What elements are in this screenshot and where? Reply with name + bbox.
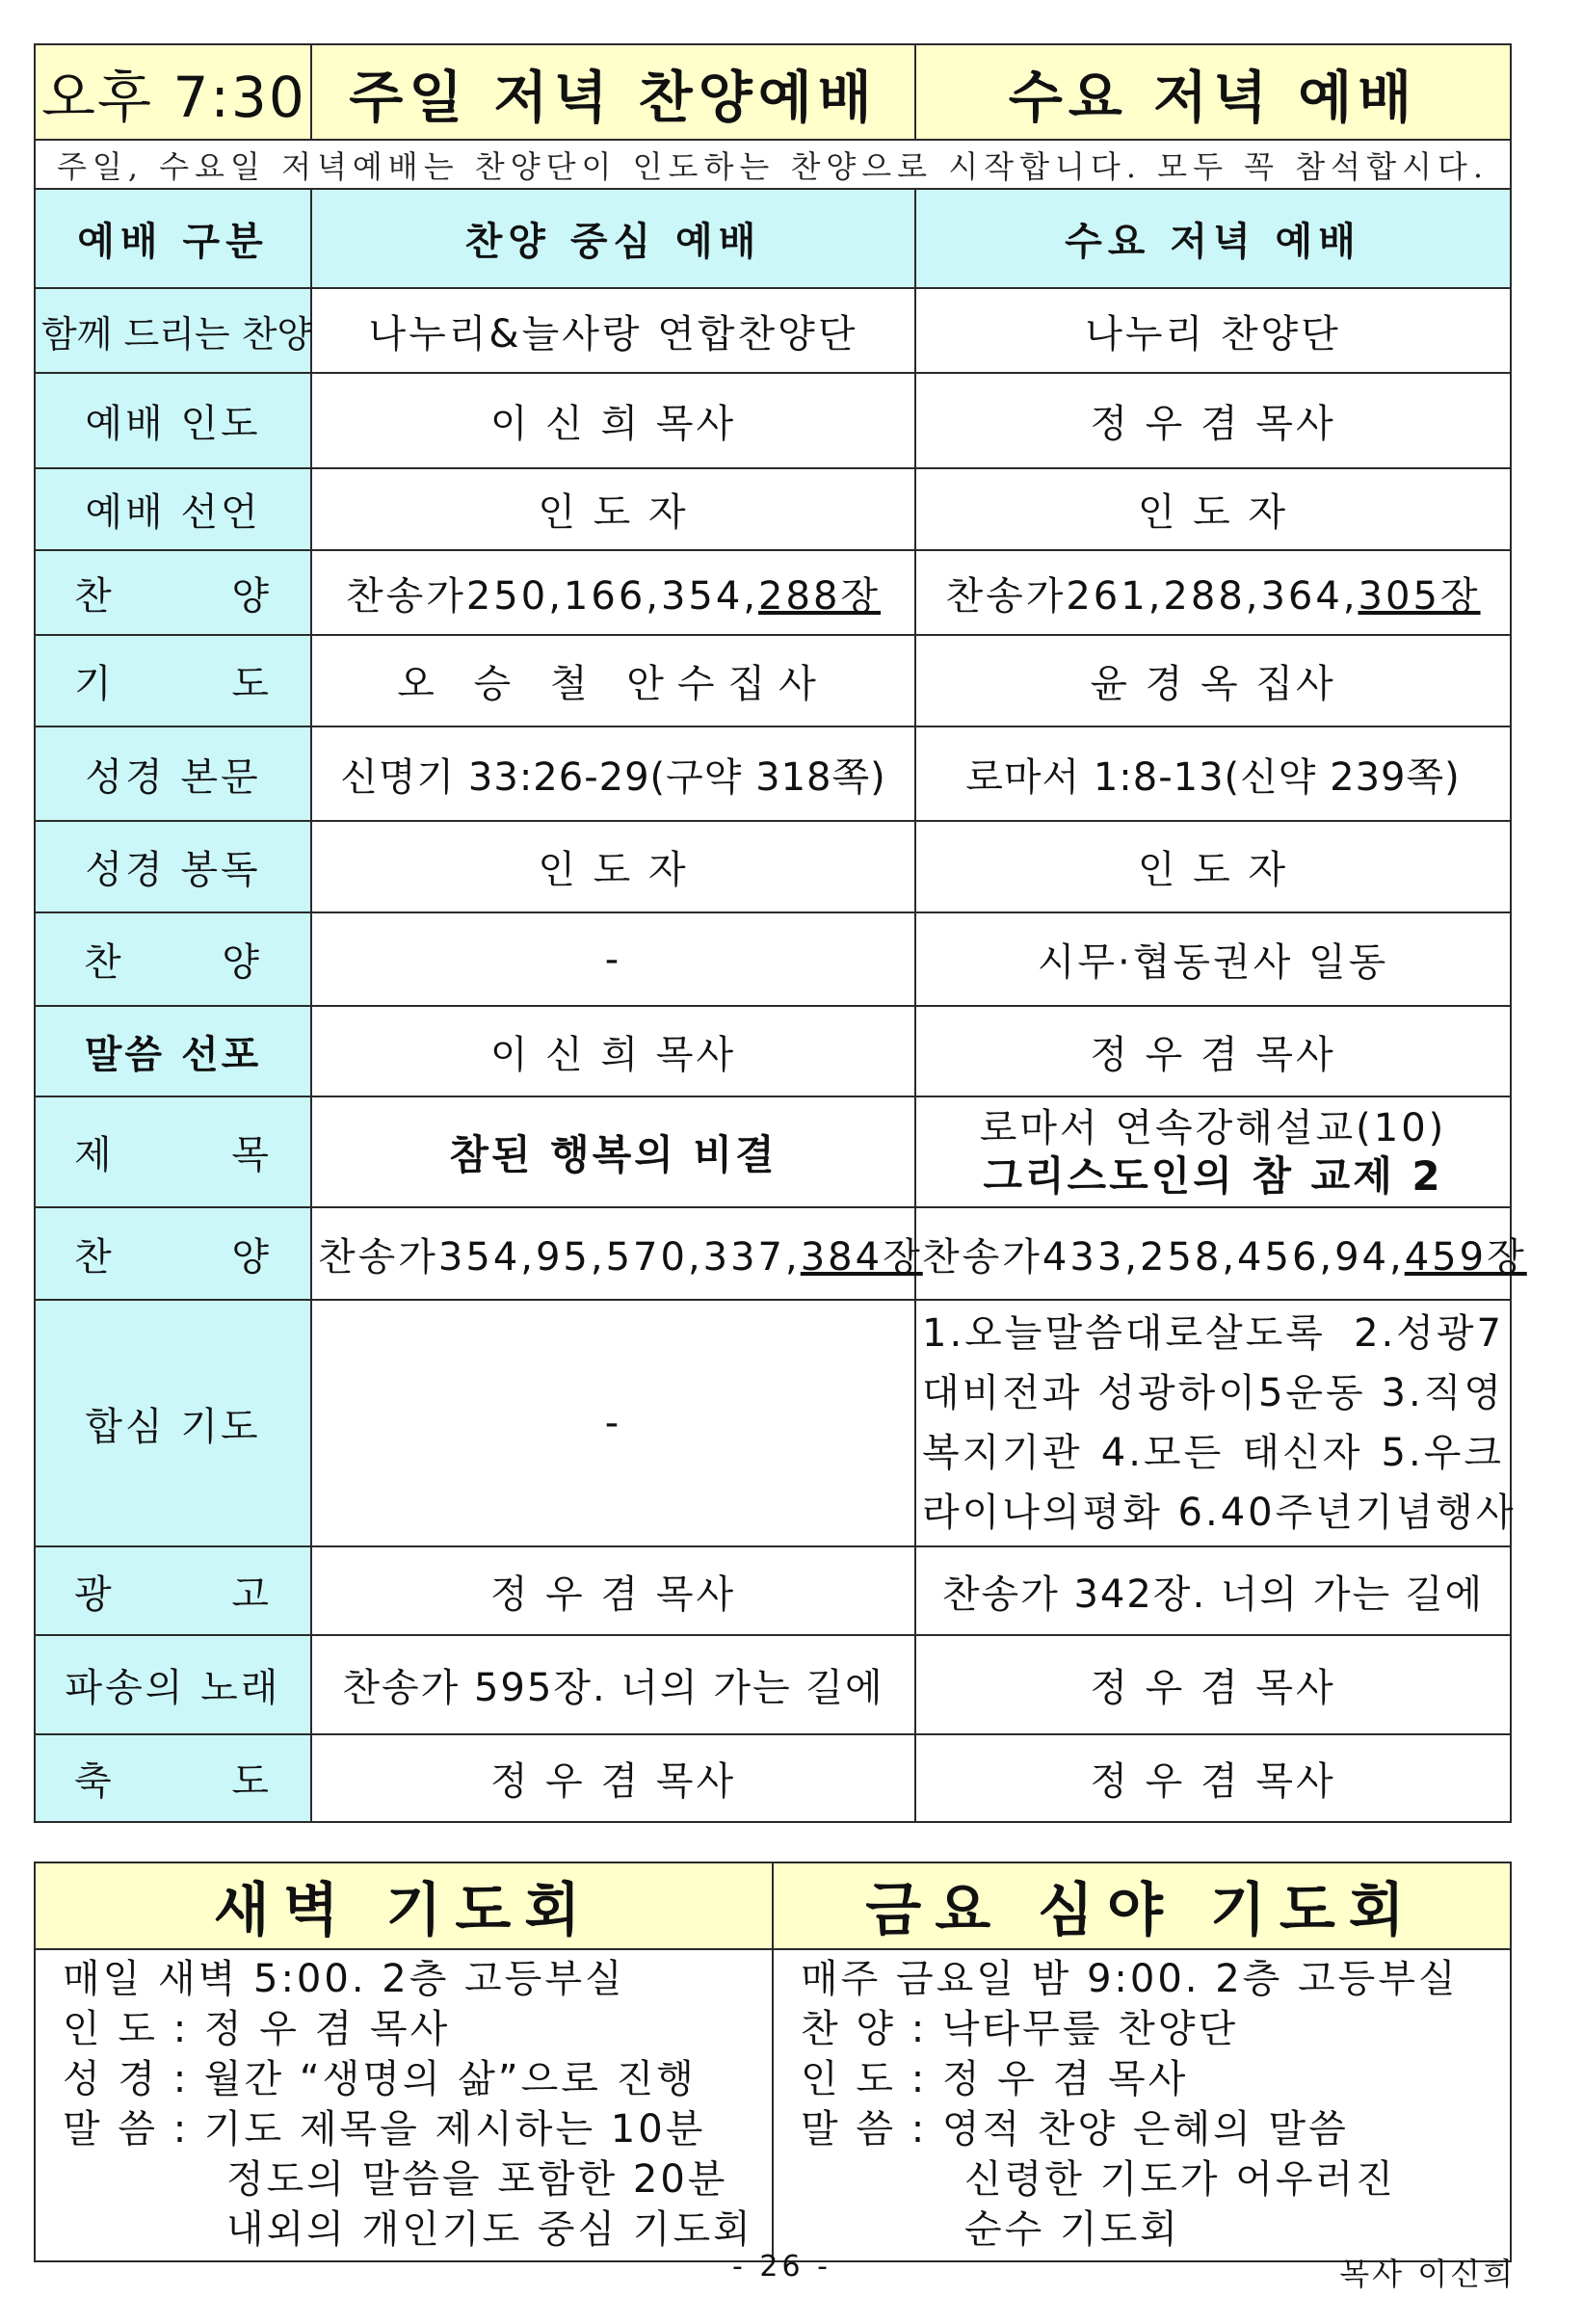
sunday-cell: 찬송가 595장. 너의 가는 길에: [311, 1635, 915, 1734]
table-row: [35, 635, 1511, 726]
row-label: 성경 봉독: [35, 821, 311, 912]
sunday-evening-title: 주일 저녁 찬양예배: [311, 44, 915, 140]
sunday-cell: 정 우 겸 목사: [311, 1546, 915, 1635]
last-hymn: 288장: [758, 573, 882, 619]
wednesday-cell: 인 도 자: [915, 821, 1511, 912]
sermon-title-wednesday: [915, 1096, 1511, 1207]
hymn-numbers: 찬송가250,166,354,: [345, 573, 759, 619]
row-label: 예배 인도: [35, 373, 311, 468]
prayer-topic-line: 1.오늘말씀대로살도록 2.성광7: [922, 1311, 1504, 1356]
table-row: [35, 821, 1511, 912]
hymn-numbers: 찬송가354,95,570,337,: [318, 1234, 801, 1280]
table-row: [35, 1096, 1511, 1207]
detail-line: 인 도 : 정 우 겸 목사: [63, 2007, 451, 2051]
row-label: 축 도: [35, 1734, 311, 1822]
prayer-meetings-table: [34, 1862, 1512, 2262]
dawn-prayer-details: [35, 1949, 773, 2261]
detail-line: 성 경 : 월간 “생명의 삶”으로 진행: [63, 2057, 697, 2101]
friday-prayer-details: [773, 1949, 1511, 2261]
last-hymn: 459장: [1404, 1234, 1527, 1280]
note-row: [35, 140, 1511, 189]
hymn-numbers: 찬송가261,288,364,: [945, 573, 1359, 619]
dawn-prayer-title: 새벽 기도회: [35, 1862, 773, 1949]
row-label: 말씀 선포: [35, 1006, 311, 1096]
detail-line: 말 씀 : 기도 제목을 제시하는 10분: [63, 2107, 706, 2152]
sermon-title: 그리스도인의 참 교제 2: [983, 1151, 1443, 1200]
service-time: 오후 7:30: [35, 44, 311, 140]
wednesday-cell: 찬송가 342장. 너의 가는 길에: [915, 1546, 1511, 1635]
sunday-cell: 인 도 자: [311, 468, 915, 550]
worship-schedule-table: [34, 43, 1527, 1823]
row-label: 찬 양: [35, 550, 311, 635]
detail-line: 인 도 : 정 우 겸 목사: [801, 2057, 1189, 2101]
prayer-topic-line: 라이나의평화 6.40주년기념행사: [922, 1491, 1517, 1535]
column-header-row: [35, 189, 1511, 288]
wednesday-cell: 나누리 찬양단: [915, 288, 1511, 373]
sunday-cell: 오 승 철 안수집사: [311, 635, 915, 726]
row-label: 제 목: [35, 1096, 311, 1207]
table-row: [35, 1635, 1511, 1734]
row-label: 찬 양: [35, 912, 311, 1006]
sunday-cell: 이 신 희 목사: [311, 1006, 915, 1096]
detail-line: 말 씀 : 영적 찬양 은혜의 말씀: [801, 2107, 1349, 2152]
last-hymn: 305장: [1358, 573, 1481, 619]
detail-line: 매주 금요일 밤 9:00. 2층 고등부실: [801, 1957, 1459, 2001]
sunday-column-header: 찬양 중심 예배: [311, 189, 915, 288]
row-label: 찬 양: [35, 1207, 311, 1300]
page-number: - 26 -: [732, 2250, 831, 2284]
table-row: [35, 1546, 1511, 1635]
sunday-cell: 나누리&늘사랑 연합찬양단: [311, 288, 915, 373]
prayer-topic-line: 대비전과 성광하이5운동 3.직영: [922, 1371, 1504, 1415]
table-row: [35, 288, 1511, 373]
table-row: [35, 1300, 1511, 1546]
wednesday-evening-title: 수요 저녁 예배: [915, 44, 1511, 140]
sermon-title-sunday: 참된 행복의 비결: [311, 1096, 915, 1207]
friday-prayer-title: 금요 심야 기도회: [773, 1862, 1511, 1949]
detail-line: 찬 양 : 낙타무릎 찬양단: [801, 2007, 1239, 2051]
sunday-cell: [311, 1207, 923, 1300]
sermon-series: 로마서 연속강해설교(10): [979, 1105, 1447, 1150]
detail-line: 신령한 기도가 어우러진: [964, 2157, 1396, 2202]
sunday-cell: 인 도 자: [311, 821, 915, 912]
row-label: 광 고: [35, 1546, 311, 1635]
wednesday-cell: 정 우 겸 목사: [915, 373, 1511, 468]
author-credit: 목사 이신희: [1339, 2256, 1516, 2292]
row-label: 성경 본문: [35, 726, 311, 821]
wednesday-cell: 정 우 겸 목사: [915, 1006, 1511, 1096]
wednesday-cell: [915, 550, 1511, 635]
attendance-note: 주일, 수요일 저녁예배는 찬양단이 인도하는 찬양으로 시작합니다. 모두 꼭 참석합시다.: [35, 140, 1511, 189]
wednesday-cell: 정 우 겸 목사: [915, 1734, 1511, 1822]
wednesday-cell: 정 우 겸 목사: [915, 1635, 1511, 1734]
table-row: [35, 1006, 1511, 1096]
wednesday-cell: 윤 경 옥 집사: [915, 635, 1511, 726]
wednesday-cell: 시무·협동권사 일동: [915, 912, 1511, 1006]
row-label: 합심 기도: [35, 1300, 311, 1546]
table-row: [35, 912, 1511, 1006]
row-label: 기 도: [35, 635, 311, 726]
detail-line: 정도의 말씀을 포함한 20분: [226, 2157, 728, 2202]
wednesday-cell: 인 도 자: [915, 468, 1511, 550]
row-label: 파송의 노래: [35, 1635, 311, 1734]
row-label: 예배 선언: [35, 468, 311, 550]
row-label: 함께 드리는 찬양: [35, 288, 311, 373]
sunday-cell: -: [311, 912, 915, 1006]
sunday-cell: 신명기 33:26-29(구약 318쪽): [311, 726, 915, 821]
category-header: 예배 구분: [35, 189, 311, 288]
sunday-cell: -: [311, 1300, 915, 1546]
detail-line: 순수 기도회: [964, 2207, 1180, 2252]
wednesday-cell: [915, 1207, 1527, 1300]
table-row: [35, 468, 1511, 550]
sunday-cell: 정 우 겸 목사: [311, 1734, 915, 1822]
table-row: [35, 1207, 1511, 1300]
hymn-numbers: 찬송가433,258,456,94,: [922, 1234, 1405, 1280]
sunday-cell: 이 신 희 목사: [311, 373, 915, 468]
prayer-topics: [915, 1300, 1517, 1546]
prayer-topic-line: 복지기관 4.모든 태신자 5.우크: [922, 1431, 1504, 1475]
wednesday-column-header: 수요 저녁 예배: [915, 189, 1511, 288]
table-row: [35, 1734, 1511, 1822]
table-row: [35, 373, 1511, 468]
detail-line: 내외의 개인기도 중심 기도회: [226, 2207, 753, 2252]
sunday-cell: [311, 550, 915, 635]
header-row: [35, 44, 1511, 140]
last-hymn: 384장: [800, 1234, 923, 1280]
wednesday-cell: 로마서 1:8-13(신약 239쪽): [915, 726, 1511, 821]
table-row: [35, 550, 1511, 635]
table-row: [35, 726, 1511, 821]
detail-line: 매일 새벽 5:00. 2층 고등부실: [63, 1957, 625, 2001]
